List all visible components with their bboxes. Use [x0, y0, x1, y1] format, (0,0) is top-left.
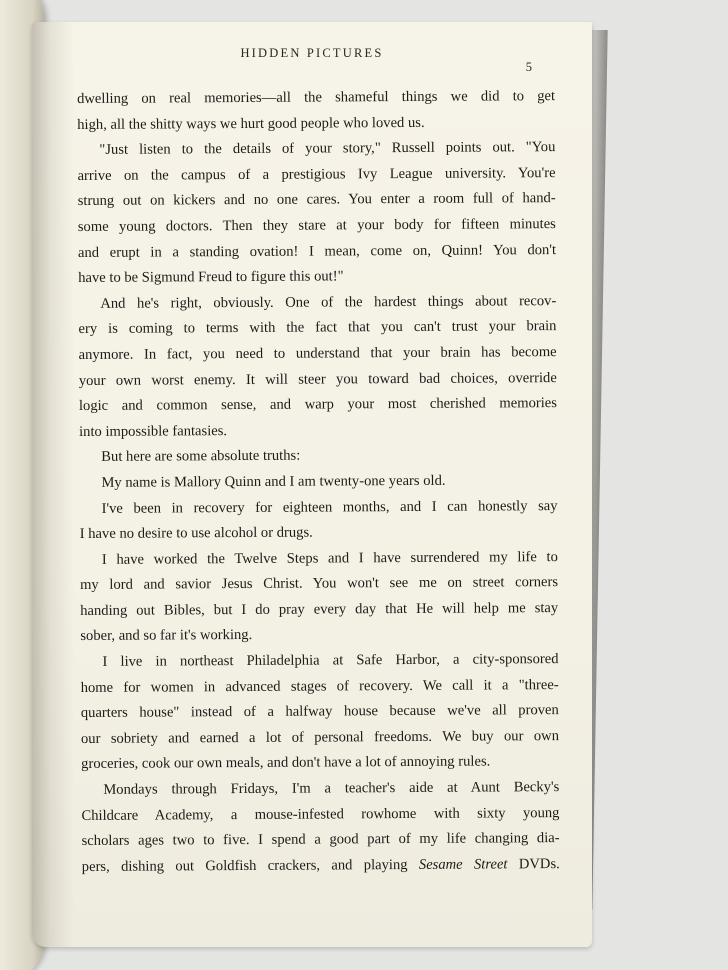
text-line-final	[82, 852, 560, 881]
text-line: I live in northeast Philadelphia at Safe Harbor, a city-sponsored	[102, 651, 559, 670]
text-line: your own worst enemy. It will steer you toward bad choices, override	[78, 369, 557, 389]
text-line: quarters house" instead of a halfway house because we've all proven	[80, 702, 559, 722]
text-line: home for women in advanced stages of recovery. We call it a "three-	[80, 676, 559, 696]
text-line: Childcare Academy, a mouse-infested rowhome with sixty young	[81, 804, 560, 824]
page-header	[32, 46, 592, 74]
text-line: Mondays through Fridays, I'm a teacher's aide at Aunt Becky's	[103, 779, 560, 798]
text-line: into impossible fantasies.	[79, 422, 228, 440]
text-line: dwelling on real memories—all the shameful things we did to get	[77, 88, 556, 107]
gutter-shadow	[32, 22, 74, 947]
text-line: my lord and savior Jesus Christ. You won't see me on street corners	[79, 574, 559, 594]
final-line-start: pers, dishing out Goldfish crackers, and playing	[81, 856, 419, 875]
body-text	[77, 84, 560, 880]
text-line: My name is Mallory Quinn and I am twenty-one years old.	[101, 472, 446, 491]
text-line: I have no desire to use alcohol or drugs.	[79, 524, 313, 543]
text-line: "Just listen to the details of your story," Russell points out. "You	[99, 139, 556, 159]
text-line: our sobriety and earned a lot of personal freedoms. We buy our own	[80, 727, 560, 747]
book-page	[32, 22, 592, 947]
running-head: HIDDEN PICTURES	[240, 46, 384, 60]
text-line: some young doctors. Then they stare at your body for fifteen minutes	[77, 216, 556, 235]
text-line: And he's right, obviously. One of the hardest things about recov-	[100, 292, 557, 312]
text-line: anymore. In fact, you need to understand that your brain has become	[78, 344, 557, 363]
text-line: groceries, cook our own meals, and don't have a lot of annoying rules.	[81, 753, 491, 773]
text-line: logic and common sense, and warp your most cherished memories	[78, 395, 557, 415]
text-line: I've been in recovery for eighteen months, and I can honestly say	[101, 497, 558, 517]
text-line: and erupt in a standing ovation! I mean, come on, Quinn! You don't	[77, 241, 557, 261]
text-line: sober, and so far it's working.	[80, 627, 253, 645]
text-line: ery is coming to terms with the fact that you can't trust your brain	[78, 318, 557, 338]
page-number: 5	[525, 60, 532, 74]
text-line: have to be Sigmund Freud to figure this out!"	[78, 268, 344, 287]
text-line: But here are some absolute truths:	[101, 447, 301, 466]
text-line: high, all the shitty ways we hurt good people who loved us.	[77, 114, 425, 133]
final-line-end: DVDs.	[507, 855, 560, 873]
text-line: scholars ages two to five. I spend a good part of my life changing dia-	[81, 830, 560, 850]
text-line: strung out on kickers and no one cares. You enter a room full of hand-	[77, 190, 556, 210]
text-line: handing out Bibles, but I do pray every day that He will help me stay	[80, 599, 559, 619]
text-line: arrive on the campus of a prestigious Ivy League university. You're	[77, 164, 556, 184]
italic-title: Sesame Street	[418, 856, 508, 873]
text-line: I have worked the Twelve Steps and I have surrendered my life to	[101, 548, 558, 568]
